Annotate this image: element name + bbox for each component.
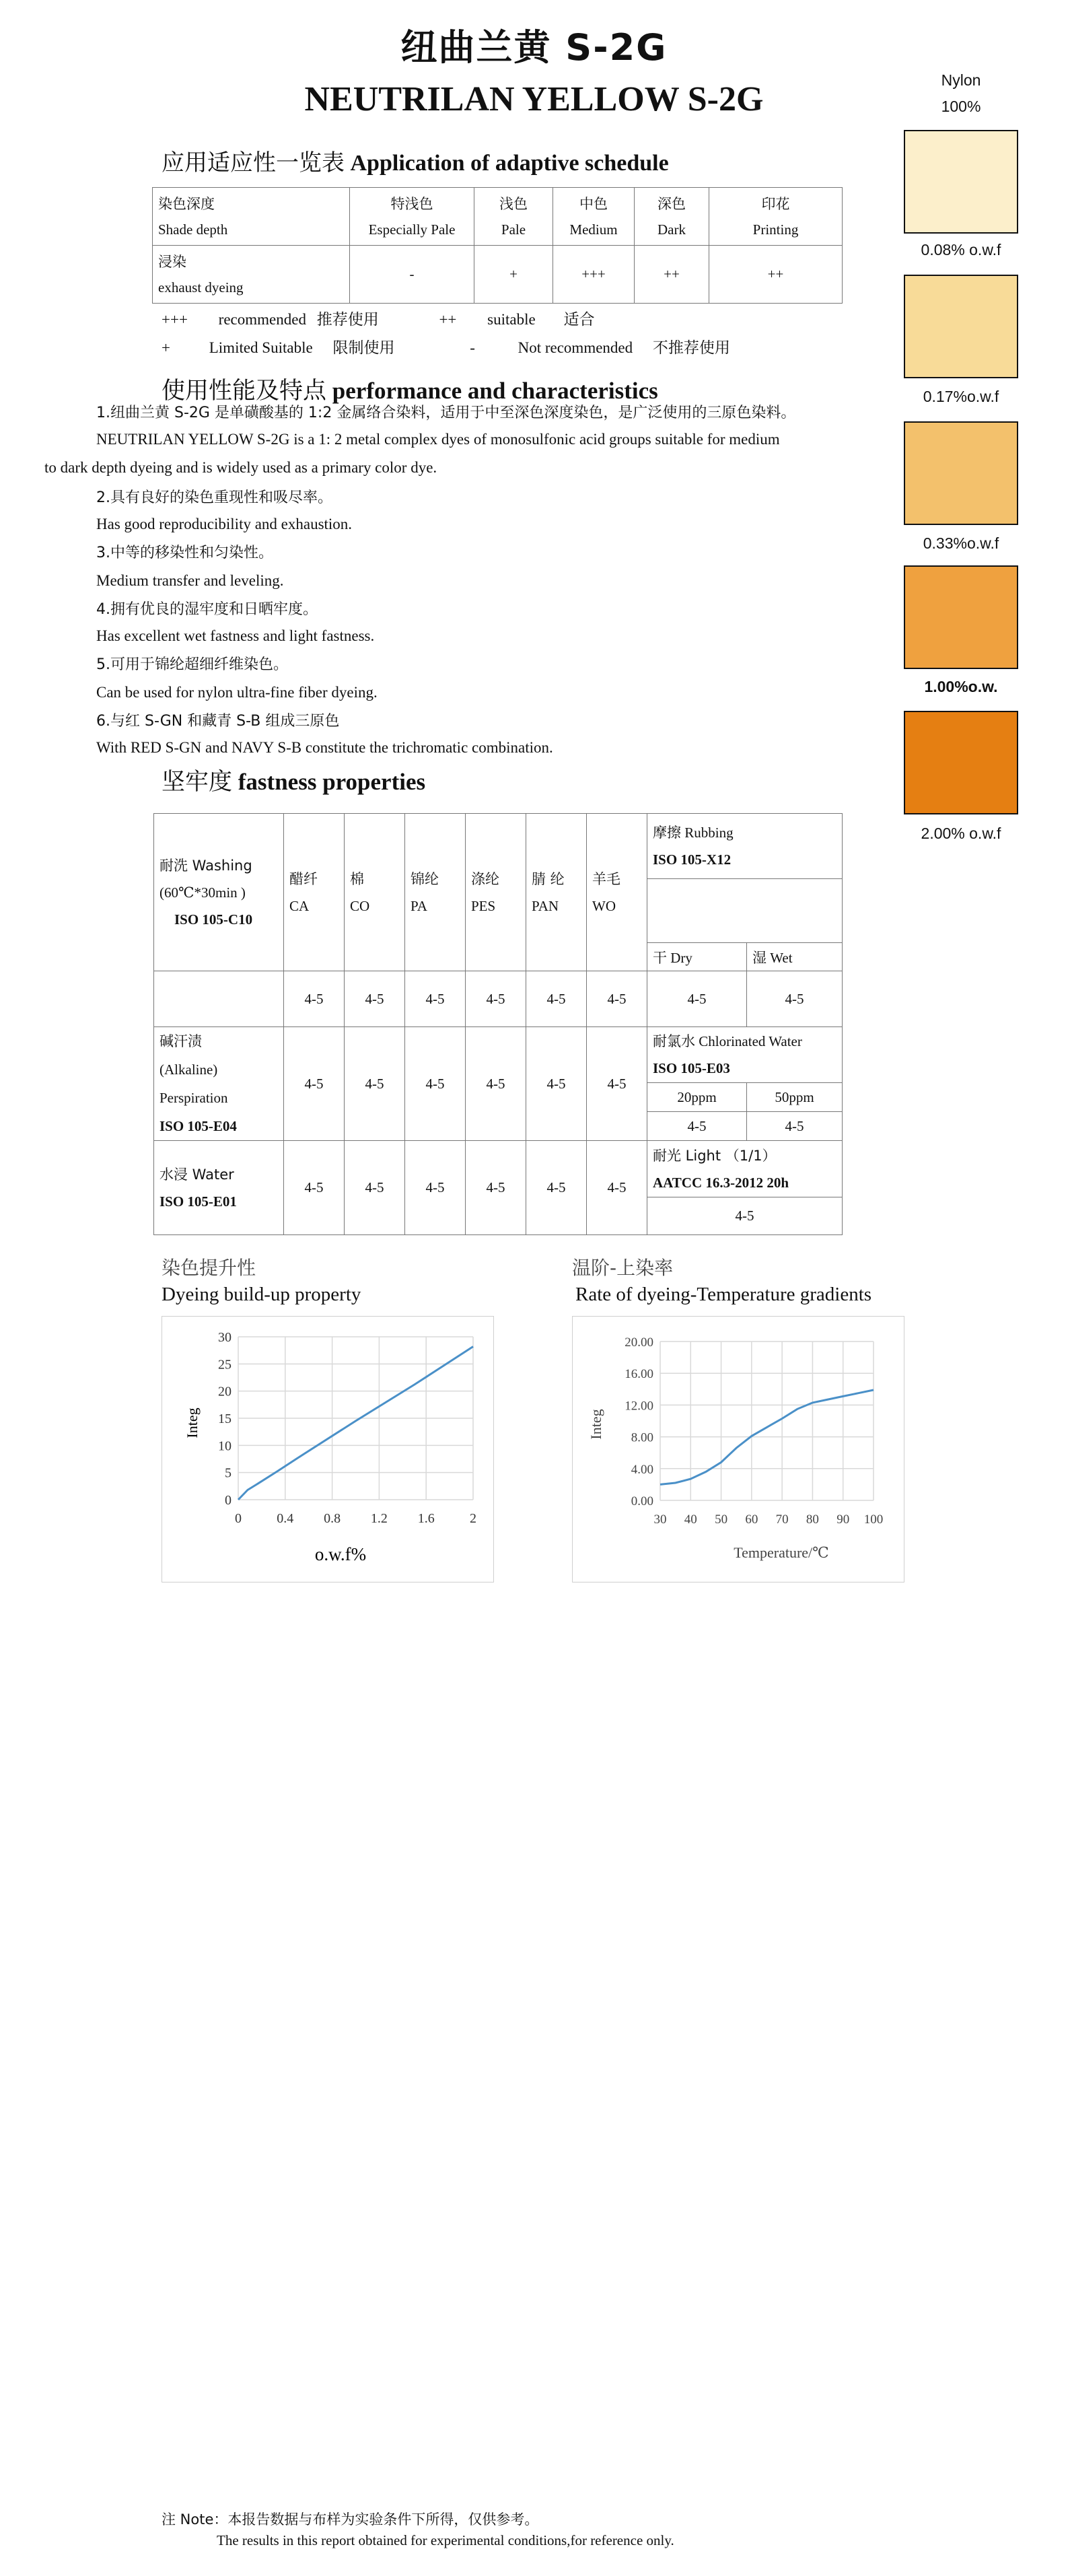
perspiration-row-1 xyxy=(154,1027,843,1083)
y-tick-label: 15 xyxy=(218,1412,232,1426)
application-table xyxy=(152,187,843,304)
x-tick-label: 60 xyxy=(745,1512,758,1527)
color-swatch-1 xyxy=(904,130,1018,234)
washing-value-pes: 4-5 xyxy=(466,971,526,1027)
y-tick-label: 12.00 xyxy=(625,1399,653,1414)
washing-value-ca: 4-5 xyxy=(284,971,345,1027)
fiber-pes-en: PES xyxy=(471,897,496,914)
y-tick-label: 30 xyxy=(218,1330,232,1345)
x-tick-label: 2 xyxy=(470,1511,476,1526)
y-tick-label: 0.00 xyxy=(631,1494,653,1508)
fiber-wo-en: WO xyxy=(592,897,616,914)
fiber-pa-cn: 锦纶 xyxy=(411,870,439,887)
page-title-en: NEUTRILAN YELLOW S-2G xyxy=(304,80,764,118)
perf-item-1-cn: 1.纽曲兰黄 S-2G 是单磺酸基的 1:2 金属络合染料，适用于中至深色深度染色，是广泛使用的三原色染料。 xyxy=(96,405,796,421)
light-l1: 耐光 Light （1/1） xyxy=(653,1147,777,1164)
fiber-pan-en: PAN xyxy=(532,897,559,914)
app-col-4-cn: 深色 xyxy=(657,195,686,212)
fiber-pan-cn: 腈 纶 xyxy=(532,870,565,887)
app-col-3-en: Medium xyxy=(569,221,618,238)
app-cell-1: - xyxy=(350,246,474,304)
x-tick-label: 30 xyxy=(653,1512,667,1527)
water-row-1 xyxy=(154,1141,843,1197)
swatch-header-line1: Nylon xyxy=(941,71,981,89)
chlorinated-label xyxy=(647,1027,843,1083)
perf-item-1-en2: to dark depth dyeing and is widely used as a primary color dye. xyxy=(44,459,437,476)
app-col-printing xyxy=(709,188,843,246)
application-exhaust-row xyxy=(153,246,843,304)
color-swatch-4 xyxy=(904,565,1018,669)
rubbing-l2: ISO 105-X12 xyxy=(653,851,732,868)
x-tick-label: 80 xyxy=(806,1512,819,1527)
perspiration-value-ca: 4-5 xyxy=(284,1027,345,1141)
legend-symbol: - xyxy=(470,339,475,356)
note-en: The results in this report obtained for experimental conditions,for reference only. xyxy=(217,2532,674,2548)
washing-values-row xyxy=(154,971,843,1027)
chart2-title-en: Rate of dyeing-Temperature gradients xyxy=(575,1284,872,1305)
water-value-pa: 4-5 xyxy=(405,1141,466,1235)
app-col-5-en: Printing xyxy=(752,221,799,238)
legend-line-1 xyxy=(162,307,594,329)
app-cell-3: +++ xyxy=(553,246,635,304)
light-l2: AATCC 16.3-2012 20h xyxy=(653,1174,789,1191)
app-col-0-cn: 染色深度 xyxy=(158,195,215,212)
perf-item-3-en: Medium transfer and leveling. xyxy=(96,572,284,589)
legend-symbol: + xyxy=(162,339,170,356)
y-tick-label: 8.00 xyxy=(631,1430,653,1445)
x-axis-label: o.w.f% xyxy=(314,1544,367,1564)
app-row-en: exhaust dyeing xyxy=(158,279,244,295)
y-tick-label: 25 xyxy=(218,1357,232,1372)
y-tick-label: 20 xyxy=(218,1384,232,1399)
swatch-label-4: 1.00%o.w. xyxy=(924,678,998,695)
fiber-ca-cn: 醋纤 xyxy=(289,870,318,887)
fastness-heading-cn: 坚牢度 xyxy=(162,769,233,796)
water-value-pes: 4-5 xyxy=(466,1141,526,1235)
perf-item-1-en1: NEUTRILAN YELLOW S-2G is a 1: 2 metal complex dyes of monosulfonic acid groups suitable for medium xyxy=(96,431,780,448)
perspiration-l3: Perspiration xyxy=(159,1090,228,1106)
washing-l3: ISO 105-C10 xyxy=(174,911,253,928)
y-axis-label: Integ xyxy=(184,1407,201,1438)
water-value-ca: 4-5 xyxy=(284,1141,345,1235)
rubbing-wet-value: 4-5 xyxy=(747,971,843,1027)
note-cn: 注 Note：本报告数据与布样为实验条件下所得，仅供参考。 xyxy=(162,2511,539,2528)
perf-item-4-cn: 4.拥有优良的湿牢度和日晒牢度。 xyxy=(96,601,318,618)
swatch-header xyxy=(904,71,1018,116)
perspiration-l1: 碱汗渍 xyxy=(159,1033,202,1049)
series-line xyxy=(238,1347,473,1500)
perspiration-value-pan: 4-5 xyxy=(526,1027,587,1141)
color-swatch-2 xyxy=(904,275,1018,378)
app-cell-5: ++ xyxy=(709,246,843,304)
x-tick-label: 100 xyxy=(863,1512,884,1527)
x-tick-label: 90 xyxy=(836,1512,850,1527)
buildup-chart xyxy=(162,1317,493,1582)
swatch-label-2: 0.17%o.w.f xyxy=(923,388,999,405)
app-col-2-en: Pale xyxy=(501,221,526,238)
rubbing-l1: 摩擦 Rubbing xyxy=(653,825,734,841)
chlorinated-50ppm-value: 4-5 xyxy=(747,1112,843,1141)
chart1-box xyxy=(162,1316,494,1582)
color-swatch-5 xyxy=(904,711,1018,814)
chlorinated-50ppm: 50ppm xyxy=(747,1083,843,1112)
perf-item-6-cn: 6.与红 S-GN 和藏青 S-B 组成三原色 xyxy=(96,713,340,730)
y-tick-label: 16.00 xyxy=(625,1367,653,1382)
fiber-pa xyxy=(405,814,466,971)
fiber-pan xyxy=(526,814,587,971)
fiber-ca-en: CA xyxy=(289,897,310,914)
app-col-3-cn: 中色 xyxy=(579,195,608,212)
y-tick-label: 4.00 xyxy=(631,1462,653,1477)
legend-symbol: +++ xyxy=(162,311,188,328)
washing-value-wo: 4-5 xyxy=(587,971,647,1027)
app-col-especially-pale xyxy=(350,188,474,246)
app-col-1-cn: 特浅色 xyxy=(390,195,433,212)
rubbing-wet-label: 湿 Wet xyxy=(747,943,843,971)
washing-empty xyxy=(154,971,284,1027)
perf-item-4-en: Has excellent wet fastness and light fastness. xyxy=(96,627,375,644)
fiber-ca xyxy=(284,814,345,971)
fiber-co-en: CO xyxy=(350,897,370,914)
water-l2: ISO 105-E01 xyxy=(159,1193,237,1210)
perspiration-value-co: 4-5 xyxy=(345,1027,405,1141)
legend-en: recommended xyxy=(218,311,306,328)
application-heading-en: Application of adaptive schedule xyxy=(350,151,669,176)
washing-value-co: 4-5 xyxy=(345,971,405,1027)
legend-cn: 不推荐使用 xyxy=(652,339,730,357)
y-tick-label: 0 xyxy=(225,1493,232,1508)
application-heading xyxy=(162,144,669,177)
water-value-co: 4-5 xyxy=(345,1141,405,1235)
rubbing-dry-value: 4-5 xyxy=(647,971,747,1027)
chart2-box xyxy=(572,1316,904,1582)
x-tick-label: 1.6 xyxy=(417,1511,435,1526)
y-tick-label: 5 xyxy=(225,1465,232,1481)
washing-label xyxy=(154,814,284,971)
app-col-1-en: Especially Pale xyxy=(368,221,456,238)
x-tick-label: 40 xyxy=(684,1512,697,1527)
chart2-title-cn: 温阶-上染率 xyxy=(572,1257,674,1279)
swatch-header-line2: 100% xyxy=(941,98,981,115)
x-tick-label: 0.4 xyxy=(277,1511,294,1526)
legend-en: suitable xyxy=(487,311,536,328)
fiber-pes-cn: 涤纶 xyxy=(471,870,499,887)
washing-value-pan: 4-5 xyxy=(526,971,587,1027)
light-value: 4-5 xyxy=(647,1197,843,1235)
chart1-title-cn: 染色提升性 xyxy=(162,1257,256,1279)
fiber-wo xyxy=(587,814,647,971)
performance-heading-cn: 使用性能及特点 xyxy=(162,378,327,405)
water-label xyxy=(154,1141,284,1235)
legend-symbol: ++ xyxy=(439,311,457,328)
chart1-title-en: Dyeing build-up property xyxy=(162,1284,361,1305)
fiber-co xyxy=(345,814,405,971)
perspiration-l4: ISO 105-E04 xyxy=(159,1118,237,1134)
swatch-label-3: 0.33%o.w.f xyxy=(923,534,999,552)
x-tick-label: 0.8 xyxy=(324,1511,341,1526)
chlorinated-20ppm-value: 4-5 xyxy=(647,1112,747,1141)
temperature-chart xyxy=(573,1317,904,1582)
perf-item-5-cn: 5.可用于锦纶超细纤维染色。 xyxy=(96,656,288,673)
app-cell-4: ++ xyxy=(635,246,709,304)
chlorinated-l2: ISO 105-E03 xyxy=(653,1060,730,1077)
y-tick-label: 10 xyxy=(218,1438,232,1454)
x-tick-label: 1.2 xyxy=(370,1511,388,1526)
fastness-heading-en: fastness properties xyxy=(238,769,426,795)
rubbing-dry-label: 干 Dry xyxy=(647,943,747,971)
swatch-label-5: 2.00% o.w.f xyxy=(921,825,1001,842)
perspiration-label xyxy=(154,1027,284,1141)
x-tick-label: 0 xyxy=(235,1511,242,1526)
washing-l1: 耐洗 Washing xyxy=(159,857,252,874)
app-col-medium xyxy=(553,188,635,246)
water-l1: 水浸 Water xyxy=(159,1166,234,1183)
app-row-cn: 浸染 xyxy=(158,253,186,270)
perf-item-6-en: With RED S-GN and NAVY S-B constitute the trichromatic combination. xyxy=(96,739,553,756)
washing-l2: (60℃*30min ) xyxy=(159,884,246,901)
fiber-co-cn: 棉 xyxy=(350,870,364,887)
water-value-pan: 4-5 xyxy=(526,1141,587,1235)
perf-item-2-en: Has good reproducibility and exhaustion. xyxy=(96,516,353,532)
legend-cn: 限制使用 xyxy=(332,339,395,357)
x-axis-label: Temperature/℃ xyxy=(734,1544,829,1561)
y-tick-label: 20.00 xyxy=(625,1335,653,1350)
x-tick-label: 50 xyxy=(715,1512,728,1527)
app-cell-2: + xyxy=(474,246,553,304)
rubbing-label xyxy=(647,814,843,879)
legend-cn: 适合 xyxy=(563,311,595,328)
app-col-5-cn: 印花 xyxy=(761,195,790,212)
fastness-row-1 xyxy=(154,814,843,879)
chlorinated-l1: 耐氯水 Chlorinated Water xyxy=(653,1033,802,1050)
app-col-dark xyxy=(635,188,709,246)
chlorinated-20ppm: 20ppm xyxy=(647,1083,747,1112)
page-title-cn: 纽曲兰黄 S-2G xyxy=(400,26,668,69)
fastness-table xyxy=(153,813,843,1235)
application-header-row xyxy=(153,188,843,246)
perf-item-5-en: Can be used for nylon ultra-fine fiber dyeing. xyxy=(96,684,378,701)
legend-en: Not recommended xyxy=(518,339,633,356)
perspiration-value-pes: 4-5 xyxy=(466,1027,526,1141)
y-axis-label: Integ xyxy=(588,1409,604,1440)
washing-value-pa: 4-5 xyxy=(405,971,466,1027)
water-value-wo: 4-5 xyxy=(587,1141,647,1235)
perspiration-l2: (Alkaline) xyxy=(159,1061,218,1078)
app-col-0-en: Shade depth xyxy=(158,221,228,238)
fiber-pa-en: PA xyxy=(411,897,427,914)
app-row-label xyxy=(153,246,350,304)
legend-line-2 xyxy=(162,335,730,357)
app-col-2-cn: 浅色 xyxy=(499,195,528,212)
perspiration-value-pa: 4-5 xyxy=(405,1027,466,1141)
fiber-pes xyxy=(466,814,526,971)
perf-item-2-cn: 2.具有良好的染色重现性和吸尽率。 xyxy=(96,489,332,506)
legend-cn: 推荐使用 xyxy=(316,311,379,328)
performance-heading-en: performance and characteristics xyxy=(332,378,658,404)
light-label xyxy=(647,1141,843,1197)
x-tick-label: 70 xyxy=(775,1512,789,1527)
rubbing-empty xyxy=(647,879,843,943)
app-col-shade-depth xyxy=(153,188,350,246)
fastness-heading xyxy=(162,763,425,797)
perf-item-3-cn: 3.中等的移染性和匀染性。 xyxy=(96,545,273,561)
swatch-label-1: 0.08% o.w.f xyxy=(921,241,1001,258)
application-heading-cn: 应用适应性一览表 xyxy=(162,149,345,176)
app-col-pale xyxy=(474,188,553,246)
app-col-4-en: Dark xyxy=(657,221,686,238)
fiber-wo-cn: 羊毛 xyxy=(592,870,620,887)
legend-en: Limited Suitable xyxy=(209,339,313,356)
perspiration-value-wo: 4-5 xyxy=(587,1027,647,1141)
color-swatch-3 xyxy=(904,421,1018,525)
